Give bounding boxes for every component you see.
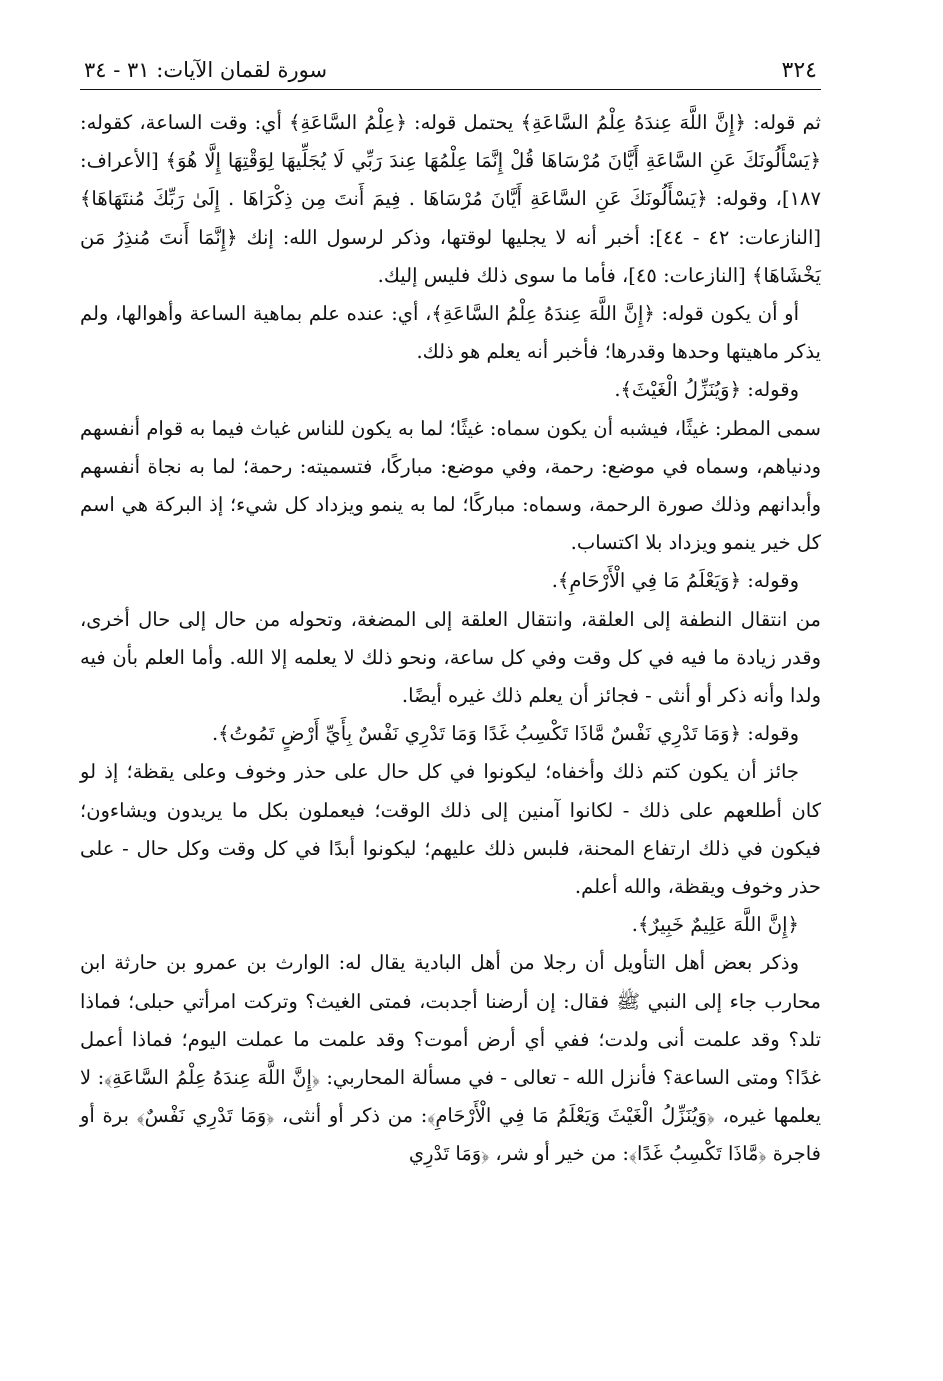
- page-body: [80, 90, 821, 1174]
- paragraph-7: وقوله: ﴿وَمَا تَدْرِي نَفْسٌ مَّاذَا تَكْسِبُ غَدًا وَمَا تَدْرِي نَفْسٌ بِأَيِّ أَرْضٍ تَمُوتُ﴾.: [211, 722, 799, 746]
- paragraph-4: سمى المطر: غيثًا، فيشبه أن يكون سماه: غيثًا؛ لما به يكون للناس غياث فيما به قوام أنفسهم ودنياهم، وسماه في موضع: رحمة، وفي موضع: مباركًا، فتسميته: رحمة؛ لما به نجاة أنفسهم وأبدانهم وذلك صورة الرحمة، وسماه: مباركًا؛ لما به ينمو ويزداد كل شيء؛ إذ البركة هي اسم كل خير ينمو ويزداد بلا اكتساب.: [80, 416, 821, 555]
- paragraph-5: وقوله: ﴿وَيَعْلَمُ مَا فِي الْأَرْحَامِ﴾.: [551, 569, 799, 593]
- paragraph-10: وذكر بعض أهل التأويل أن رجلا من أهل البادية يقال له: الوارث بن عمرو بن حارثة ابن محارب جاء إلى النبي ﷺ فقال: إن أرضنا أجدبت، فمتى الغيث؟ وتركت امرأتي حبلى؛ فماذا تلد؟ وقد علمت أنى ولدت؛ ففي أي أرض أموت؟ وقد علمت ما عملت اليوم؛ فماذا أعمل غدًا؟ ومتى الساعة؟ فأنزل الله - تعالى - في مسألة المحاربي: ﴿إِنَّ اللَّهَ عِندَهُ عِلْمُ السَّاعَةِ﴾: لا يعلمها غيره، ﴿وَيُنَزِّلُ الْغَيْثَ وَيَعْلَمُ مَا فِي الْأَرْحَامِ﴾: من ذكر أو أنثى، ﴿وَمَا تَدْرِي نَفْسٌ﴾ برة أو فاجرة ﴿مَّاذَا تَكْسِبُ غَدًا﴾: من خير أو شر، ﴿وَمَا تَدْرِي: [80, 951, 821, 1166]
- running-title: سورة لقمان الآيات: ٣١ - ٣٤: [84, 58, 328, 82]
- paragraph-9: ﴿إِنَّ اللَّهَ عَلِيمٌ خَبِيرٌ﴾.: [631, 913, 799, 937]
- page-number: ٣٢٤: [781, 58, 817, 83]
- page-header: [80, 58, 821, 90]
- paragraph-8: جائز أن يكون كتم ذلك وأخفاه؛ ليكونوا في كل حال على حذر وخوف وعلى يقظة؛ إذ لو كان أطلعهم على ذلك - لكانوا آمنين إلى ذلك الوقت؛ فيعملون بكل ما يريدون ويشاءون؛ فيكون في ذلك ارتفاع المحنة، فلبس ذلك عليهم؛ ليكونوا أبدًا في كل وقت وكل حال - على حذر وخوف ويقظة، والله أعلم.: [80, 760, 821, 899]
- paragraph-6: من انتقال النطفة إلى العلقة، وانتقال العلقة إلى المضغة، وتحوله من حال إلى حال أخرى، وقدر زيادة ما فيه في كل وقت وفي كل ساعة، ونحو ذلك لا يعلمه إلا الله. وأما العلم بأن فيه ولدا وأنه ذكر أو أنثى - فجائز أن يعلم ذلك غيره أيضًا.: [80, 607, 821, 708]
- paragraph-1: ثم قوله: ﴿إِنَّ اللَّهَ عِندَهُ عِلْمُ السَّاعَةِ﴾ يحتمل قوله: ﴿عِلْمُ السَّاعَةِ﴾ أي: وقت الساعة، كقوله: ﴿يَسْأَلُونَكَ عَنِ السَّاعَةِ أَيَّانَ مُرْسَاهَا قُلْ إِنَّمَا عِلْمُهَا عِندَ رَبِّي لَا يُجَلِّيهَا لِوَقْتِهَا إِلَّا هُوَ﴾ [الأعراف: ١٨٧]، وقوله: ﴿يَسْأَلُونَكَ عَنِ السَّاعَةِ أَيَّانَ مُرْسَاهَا . فِيمَ أَنتَ مِن ذِكْرَاهَا . إِلَىٰ رَبِّكَ مُنتَهَاهَا﴾ [النازعات: ٤٢ - ٤٤]: أخبر أنه لا يجليها لوقتها، وذكر لرسول الله: إنك ﴿إِنَّمَا أَنتَ مُنذِرُ مَن يَخْشَاهَا﴾ [النازعات: ٤٥]، فأما ما سوى ذلك فليس إليك.: [80, 111, 821, 287]
- paragraph-2: أو أن يكون قوله: ﴿إِنَّ اللَّهَ عِندَهُ عِلْمُ السَّاعَةِ﴾، أي: عنده علم بماهية الساعة وأهوالها، ولم يذكر ماهيتها وحدها وقدرها؛ فأخبر أنه يعلم هو ذلك.: [80, 302, 821, 364]
- paragraph-3: وقوله: ﴿وَيُنَزِّلُ الْغَيْثَ﴾.: [614, 378, 799, 402]
